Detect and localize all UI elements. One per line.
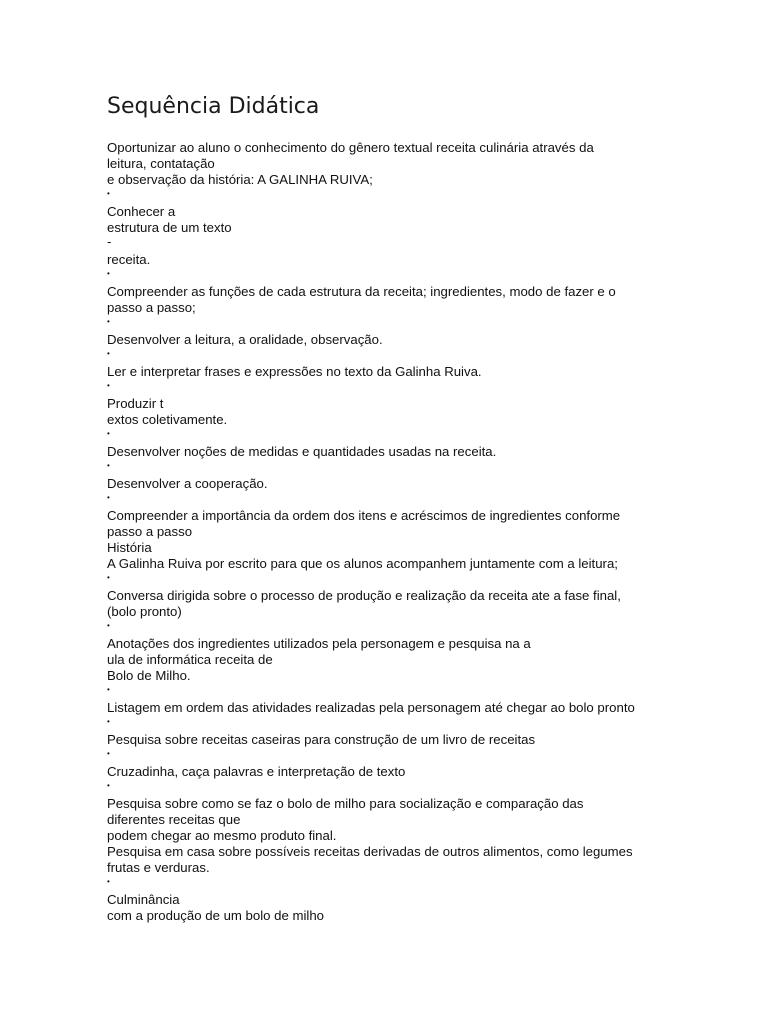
text-line: ula de informática receita de xyxy=(107,652,273,667)
text-line: Compreender as funções de cada estrutura da receita; ingredientes, modo de fazer e o xyxy=(107,284,616,299)
text-line: passo a passo; xyxy=(107,300,196,315)
text-line: A Galinha Ruiva por escrito para que os alunos acompanhem juntamente com a leitura; xyxy=(107,556,618,571)
bullet-marker: • xyxy=(107,621,110,630)
text-line: Culminância xyxy=(107,892,180,907)
text-line: diferentes receitas que xyxy=(107,812,241,827)
bullet-marker: • xyxy=(107,349,110,358)
text-line: Desenvolver noções de medidas e quantidades usadas na receita. xyxy=(107,444,497,459)
bullet-marker: • xyxy=(107,189,110,198)
bullet-marker: • xyxy=(107,429,110,438)
text-line: Anotações dos ingredientes utilizados pela personagem e pesquisa na a xyxy=(107,636,531,651)
text-line: Bolo de Milho. xyxy=(107,668,191,683)
bullet-marker: • xyxy=(107,269,110,278)
text-line: receita. xyxy=(107,252,151,267)
text-line: Conhecer a xyxy=(107,204,176,219)
text-line: estrutura de um texto xyxy=(107,220,232,235)
text-line: leitura, contatação xyxy=(107,156,215,171)
bullet-marker: • xyxy=(107,781,110,790)
text-line: (bolo pronto) xyxy=(107,604,182,619)
bullet-marker: • xyxy=(107,493,110,502)
text-line: Listagem em ordem das atividades realizadas pela personagem até chegar ao bolo pronto xyxy=(107,700,635,715)
text-line: Ler e interpretar frases e expressões no texto da Galinha Ruiva. xyxy=(107,364,482,379)
document-body xyxy=(107,140,707,924)
text-line: Cruzadinha, caça palavras e interpretação de texto xyxy=(107,764,406,779)
text-line: Compreender a importância da ordem dos itens e acréscimos de ingredientes conforme xyxy=(107,508,621,523)
text-line: Desenvolver a leitura, a oralidade, observação. xyxy=(107,332,383,347)
bullet-marker: • xyxy=(107,573,110,582)
bullet-marker: • xyxy=(107,461,110,470)
text-line: podem chegar ao mesmo produto final. xyxy=(107,828,337,843)
text-line: e observação da história: A GALINHA RUIVA; xyxy=(107,172,373,187)
text-line: Pesquisa sobre como se faz o bolo de milho para socialização e comparação das xyxy=(107,796,584,811)
text-line: Pesquisa sobre receitas caseiras para construção de um livro de receitas xyxy=(107,732,536,747)
bullet-marker: • xyxy=(107,685,110,694)
text-line: Oportunizar ao aluno o conhecimento do gênero textual receita culinária através da xyxy=(107,140,594,155)
text-line: Desenvolver a cooperação. xyxy=(107,476,268,491)
text-line: Conversa dirigida sobre o processo de produção e realização da receita ate a fase final, xyxy=(107,588,621,603)
bullet-marker: • xyxy=(107,317,110,326)
text-line: passo a passo xyxy=(107,524,193,539)
dash-marker: - xyxy=(107,234,112,249)
text-line: Produzir t xyxy=(107,396,164,411)
bullet-marker: • xyxy=(107,877,110,886)
bullet-marker: • xyxy=(107,749,110,758)
document-title: Sequência Didática xyxy=(107,94,320,119)
text-line: frutas e verduras. xyxy=(107,860,210,875)
text-line: extos coletivamente. xyxy=(107,412,228,427)
bullet-marker: • xyxy=(107,717,110,726)
text-line: com a produção de um bolo de milho xyxy=(107,908,324,923)
bullet-marker: • xyxy=(107,381,110,390)
text-line: Pesquisa em casa sobre possíveis receitas derivadas de outros alimentos, como legumes xyxy=(107,844,633,859)
text-line: História xyxy=(107,540,152,555)
